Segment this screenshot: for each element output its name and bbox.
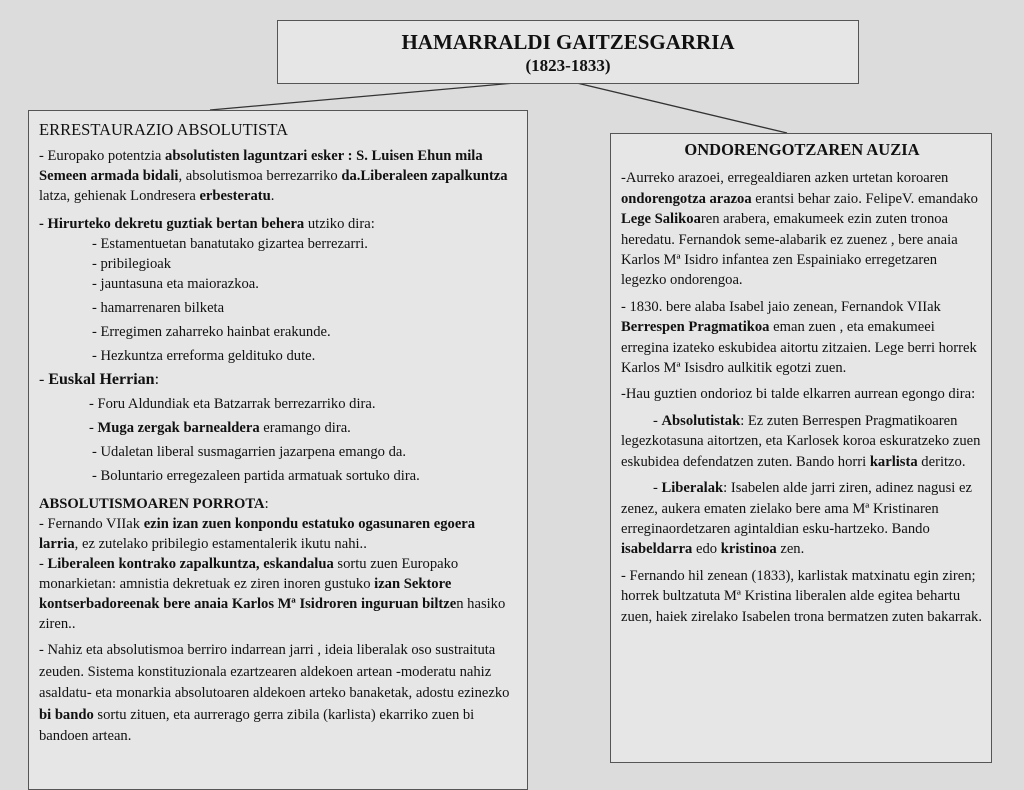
bold-segment: erbesteratu xyxy=(199,188,271,204)
bold-segment: bi bando xyxy=(39,706,94,723)
bold-segment: kristinoa xyxy=(720,541,777,558)
bold-segment: da.Liberaleen zapalkuntza xyxy=(341,168,508,184)
text-segment: - xyxy=(89,420,98,436)
succession-p1 xyxy=(621,168,983,290)
text-segment: eramango dira. xyxy=(259,420,351,436)
text-segment: - Fernando hil zenean (1833), karlistak matxinatu egin ziren; horrek bultzatuta Mª Kristina liberalen alde egitea behartu zuen, haiek zirelako Isabelen trona bermatzen zuten bakarrak. xyxy=(621,567,983,625)
text-segment: edo xyxy=(692,541,721,558)
text-segment: utziko dira: xyxy=(304,216,375,232)
text-segment: - 1830. bere alaba Isabel jaio zenean, Fernandok VIIak xyxy=(621,298,941,315)
bold-segment: Liberaleen kontrako zapalkuntza, eskandalua xyxy=(47,556,334,572)
text-segment: , ez zutelako pribilegio estamentalerik ikutu nahi.. xyxy=(74,536,367,552)
text-segment: , absolutismoa berrezarriko xyxy=(178,168,342,184)
decree-item: - Hezkuntza erreforma geldituko dute. xyxy=(92,348,316,364)
decree-item: - jauntasuna eta maiorazkoa. xyxy=(92,276,259,292)
text-segment: - Foru Aldundiak eta Batzarrak berrezarriko dira. xyxy=(89,396,376,412)
diagram-years: (1823-1833) xyxy=(525,56,611,75)
text-segment: sortu zituen, eta aurrerago gerra zibila (karlista) ekarriko zuen bi bandoen artean. xyxy=(39,706,475,744)
decree-item: - Erregimen zaharreko hainbat erakunde. xyxy=(92,324,331,340)
text-segment: eman zuen , eta emakumeei erregina izateko eskubidea aitortu zitzaien. Lege berri horrek Karlos Mª Isisdro aulkitik egotzi zuen. xyxy=(621,319,977,377)
liberals-paragraph xyxy=(621,478,983,560)
bold-segment: ezin izan zuen konpondu estatuko ogasunaren egoera larria xyxy=(39,516,476,552)
bold-segment: Liberalak xyxy=(661,480,724,497)
text-segment: zen. xyxy=(776,541,805,558)
diagram-title: HAMARRALDI GAITZESGARRIA xyxy=(401,30,735,54)
connector-right xyxy=(560,79,787,133)
text-segment: deritzo. xyxy=(917,453,966,470)
text-segment: sortu zuen Europako monarkietan: amnistia dekretuak ez ziren inoren gustuko xyxy=(39,556,459,592)
text-segment: - xyxy=(39,556,48,572)
bold-segment: ABSOLUTISMOAREN PORROTA xyxy=(39,496,265,512)
text-segment: - Nahiz eta absolutismoa berriro indarrean jarri , ideia liberalak oso sustraituta zeuden. Sistema konstituzionala ezartzearen aldekoen artean -moderatu nahiz asaldatu- eta monarkia absolutoaren aldekoen arteko banaketak, adostu ezinezko xyxy=(39,642,510,701)
bold-segment: Muga zergak barnealdera xyxy=(97,420,260,436)
two-factions-text xyxy=(39,640,517,748)
bold-segment: absolutisten laguntzari esker : S. Luisen Ehun mila Semeen armada bidali xyxy=(39,148,483,184)
text-segment: : Isabelen alde jarri ziren, adinez nagusi ez zenez, aukera ematen zielako bere ama Mª Kristinaren erreginaordetzaren agintaldian esku-hartzeko. Bando xyxy=(621,480,972,537)
succession-box xyxy=(610,133,992,763)
decree-item: - hamarrenaren bilketa xyxy=(92,300,225,316)
title-box xyxy=(277,20,859,84)
restoration-heading: ERRESTAURAZIO ABSOLUTISTA xyxy=(39,120,288,139)
decrees-intro xyxy=(39,214,517,234)
text-segment: - xyxy=(653,412,662,429)
bold-segment: Euskal Herrian xyxy=(48,371,155,388)
basque-item xyxy=(39,466,517,486)
text-segment: latza, gehienak Londresera xyxy=(39,188,200,204)
decree-item: - pribilegioak xyxy=(92,256,172,272)
basque-item xyxy=(39,418,517,438)
restoration-box xyxy=(28,110,528,790)
text-segment: ren arabera, emakumeek ezin zuten tronoa heredatu. Fernandok seme-alabarik ez zuenez , bere anaia Karlos Mª Isidro infantea zen Espainiako erregetzaren legezko ondorengoa. xyxy=(621,211,958,289)
succession-heading: ONDORENGOTZAREN AUZIA xyxy=(684,140,920,159)
text-segment: - xyxy=(39,371,49,388)
text-segment: - Boluntario erregezaleen partida armatuak sortuko dira. xyxy=(92,468,420,484)
text-segment: - xyxy=(653,480,662,497)
bold-segment: izan Sektore kontserbadoreenak bere anaia Karlos Mª Isidroren inguruan biltze xyxy=(39,576,457,612)
absolutists-paragraph xyxy=(621,411,983,472)
basque-item xyxy=(39,442,517,462)
bold-segment: ondorengotza arazoa xyxy=(621,190,752,207)
text-segment: - Fernando VIIak xyxy=(39,516,144,532)
restoration-intro xyxy=(39,146,517,206)
decree-list xyxy=(39,234,517,366)
text-segment: n hasiko ziren.. xyxy=(39,596,506,632)
bold-segment: Lege Salikoa xyxy=(621,211,701,228)
text-segment: erantsi behar zaio. FelipeV. emandako xyxy=(751,190,978,207)
absolutism-failure xyxy=(39,494,517,634)
basque-item xyxy=(39,394,517,414)
bold-segment: - Hirurteko dekretu guztiak bertan behera xyxy=(39,216,305,232)
text-segment: -Aurreko arazoei, erregealdiaren azken urtetan koroaren xyxy=(621,170,949,187)
succession-p6 xyxy=(621,566,983,627)
text-segment: - Udaletan liberal susmagarrien jazarpena emango da. xyxy=(92,444,407,460)
text-segment: : xyxy=(154,371,160,388)
text-segment: -Hau guztien ondorioz bi talde elkarren aurrean egongo dira: xyxy=(621,386,976,403)
text-segment: : Ez zuten Berrespen Pragmatikoaren legezkotasuna aitortzen, eta Karlosek koroa eskuratzeko zuen eskubidea defendatzen zuten. Bando horri xyxy=(621,412,981,470)
succession-p2 xyxy=(621,297,983,379)
text-segment: - Europako potentzia xyxy=(39,148,166,164)
text-segment: : xyxy=(264,496,269,512)
decree-item: - Estamentuetan banatutako gizartea berrezarri. xyxy=(92,236,368,252)
text-segment: . xyxy=(270,188,275,204)
succession-p3 xyxy=(621,384,983,404)
bold-segment: Absolutistak xyxy=(661,412,741,429)
basque-list xyxy=(39,394,517,486)
basque-heading xyxy=(39,370,517,390)
bold-segment: isabeldarra xyxy=(621,541,693,558)
bold-segment: Berrespen Pragmatikoa xyxy=(621,319,770,336)
bold-segment: karlista xyxy=(869,453,918,470)
